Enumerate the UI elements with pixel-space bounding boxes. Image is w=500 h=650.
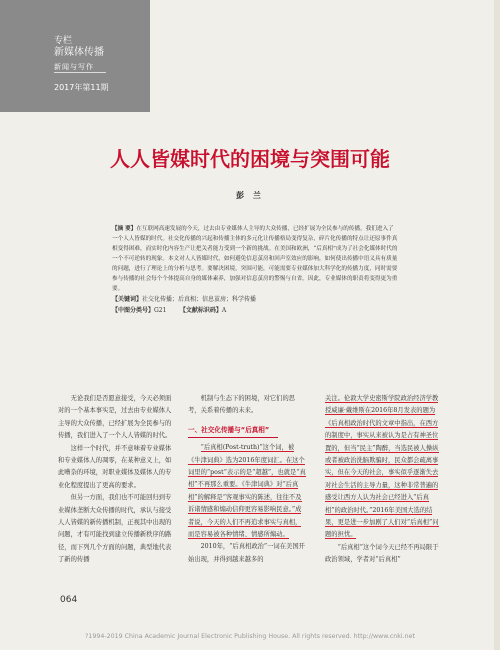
- classification-row: [112, 306, 398, 316]
- column-name: 新媒体传播: [54, 47, 104, 58]
- keywords-label: 【关键词】: [112, 296, 143, 303]
- article-title: 人人皆媒时代的困境与突围可能: [110, 147, 390, 171]
- highlighted-text: 关注。伦敦大学史密斯学院政治经济学教授威廉·戴维斯在2016年8月发表的题为《后真相政治时代的文章中指出，在西方的制度中，事实从来被认为是占有神圣位置的，但当“民主”陶醉，当选民被人操纵或者被政治洗脑欺骗时，民众都会疏离事实，但在今天的社会，事实似乎逐渐失去对社会生活的主导力量，这种非常普遍的感受让西方人认为社会已经进入“后真相”的政治时代。”2016年美国大选的结果，更是进一步加剧了人们对“后真相”问题的担忧。: [325, 395, 439, 539]
- highlighted-text: 成者说，今天的人们不再追求事实与真相，而是容易被各种情绪、情感所煽动。: [188, 506, 302, 539]
- column-header-block: [0, 0, 150, 112]
- abstract-paragraph: [112, 224, 398, 294]
- body-paragraph: 无论我们是否愿意接受，今天必须面对的一个基本事实是，过去由专业媒体人主导的大众传播，已经扩展为全民参与的传播，我们进入了一个人人皆媒的时代。: [58, 395, 172, 440]
- class-label: 【中图分类号】: [112, 307, 155, 314]
- article-author: 彭 兰: [236, 190, 264, 200]
- body-column-2: [188, 393, 306, 566]
- body-paragraph: [188, 442, 306, 541]
- body-column-1: [58, 393, 176, 567]
- body-paragraph: 2010年，“后真相政治”一词在美国开始出现，并得到越来越多的: [188, 543, 305, 563]
- keywords-text: 社交化传播；后真相；信息茧房；科学传播: [142, 296, 257, 303]
- body-paragraph: 但另一方面，我们也不可能回归到专业媒体垄断大众传播的时代，承认与接受人人皆媒的新传播机制，正视其中出现的问题，才有可能找到建立传播新秩序的路径，而下列几个方面的问题，典型地代表了新的传播: [58, 494, 172, 564]
- journal-logo: 新闻与写作: [54, 62, 106, 73]
- highlighted-text: “后真相(Post-truth)”这个词，被《牛津词典》选为2016年度词汇。在这个词里的“post”表示的是“超越”，也就是“真相”不再那么重要。《牛津词典》对“后真相”的解释是“客观事实的陈述，往往不及诉诸情感和煽动信仰更容易影响民意。”: [188, 444, 306, 514]
- column-label: 专栏: [54, 36, 73, 46]
- page-edge-shading: [494, 0, 500, 650]
- keywords-row: [112, 295, 398, 305]
- copyright-footer: ?1994-2019 China Academic Journal Electronic Publishing House. All rights reserved. http://www.cnki.net: [84, 633, 416, 640]
- section-heading: 一、社交化传播与“后真相”: [188, 424, 278, 438]
- abstract-section: [112, 224, 398, 334]
- doc-label: 【文献标识码】: [179, 307, 222, 314]
- abstract-text: 在互联网高速发展的今天，过去由专业媒体人主导的大众传播，已经扩展为全民参与的传播，我们进入了一个人人皆媒的时代。社交化传播的兴起和传播主体的多元化让传播格局变得复杂，碎片化传播的特点让还原事件真相变得困难，而实时化内容生产让把关者能力受到一个新的挑战。在美国和欧洲，“后真相”成为了社会化媒体时代的一个不可逆转的现象。本文对人人皆媒时代，如何避免信息茧房和回声室效应的影响，如何使出传播中语义具有质量的问题，进行了理论上的分析与思考。要解决困境，突围可能，可能需要专业媒体加大科学化的传播力度，同时需要参与传播的社会每个个体提高自身的媒体素养，加强对信息茧房的警惕与自省。因此，专业媒体的职责将变得更为重要。: [112, 226, 398, 292]
- page-number: 064: [60, 595, 78, 605]
- doc-value: A: [221, 307, 227, 314]
- body-paragraph: “后真相”这个词今天已经不再局限于政治领域，学者对“后真相”: [325, 543, 439, 564]
- body-paragraph: 机制与生态下的困境，对它们的思考，关系着传播的未来。: [188, 395, 296, 415]
- body-paragraph: 这样一个时代，并不意味着专业媒体和专业媒体人的凋零，在某种意义上，如此嘈杂的环境，对职业媒体及媒体人的专业化程度提出了更高的要求。: [58, 444, 172, 489]
- class-value: G21: [154, 307, 167, 314]
- body-paragraph: [325, 393, 443, 542]
- abstract-label: 【摘 要】: [112, 226, 137, 232]
- body-column-3: [325, 393, 443, 567]
- issue-label: 2017年第11期: [54, 83, 109, 92]
